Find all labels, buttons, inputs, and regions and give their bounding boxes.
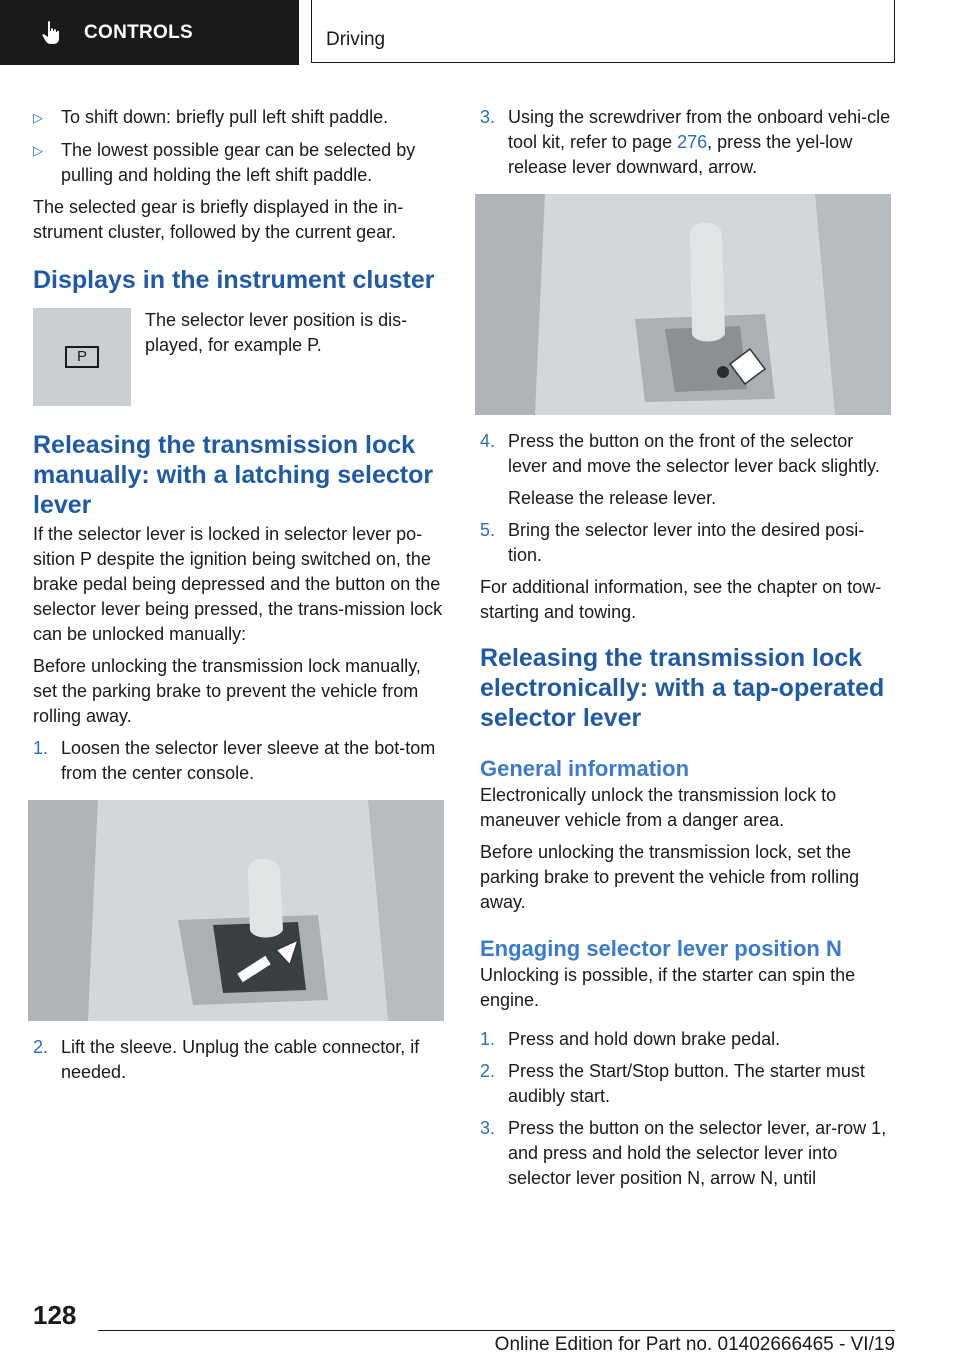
heading-releasing-manually: Releasing the transmission lock manually: with a latching selector lever [33,431,434,519]
edition-footer: Online Edition for Part no. 01402666465 - VI/19 [494,1334,895,1355]
left-column [33,105,445,1092]
paragraph: If the selector lever is locked in selector lever po‐sition P despite the ignition being switched on, the brake pedal being depressed and the button on the selector lever being pressed, the trans‐mission lock can be unlocked manually: [33,524,443,644]
page-reference-link[interactable]: 276 [677,132,708,152]
paragraph: The selected gear is briefly displayed in the in‐strument cluster, followed by the current gear. [33,197,404,242]
paragraph: Electronically unlock the transmission lock to maneuver vehicle from a danger area. [480,785,837,830]
step-item: 1. Loosen the selector lever sleeve at the bot‐tom from the center console. [33,738,436,783]
release-lever-photo [475,194,891,415]
step-item: 3. Using the screwdriver from the onboard vehi‐cle tool kit, refer to page 276, press the yel‐low release lever downward, arrow. [480,107,891,177]
chapter-title: Driving [326,29,386,50]
displays-text: The selector lever position is dis‐played, for example P. [145,310,408,355]
page-number: 128 [33,1300,77,1330]
step-item: 5. Bring the selector lever into the desired posi‐tion. [480,520,865,565]
chapter-header [311,0,895,63]
heading-releasing-electronically: Releasing the transmission lock electronically: with a tap-operated selector lever [480,644,885,732]
triangle-bullet-icon: ▷ [33,143,43,158]
displays-block [33,308,445,410]
right-column [480,105,892,1198]
paragraph: For additional information, see the chapter on tow-starting and towing. [480,577,882,622]
step-item: 1. Press and hold down brake pedal. [480,1029,781,1049]
section-title: CONTROLS [84,21,194,43]
paragraph: Before unlocking the transmission lock, set the parking brake to prevent the vehicle from rolling away. [480,842,860,912]
heading-general-information: General information [480,756,690,781]
display-p-indicator-image [33,308,131,406]
hand-pointer-icon [40,20,64,46]
triangle-bullet-icon: ▷ [33,110,43,125]
header-section-tab [0,0,299,65]
bullet-item: ▷ To shift down: briefly pull left shift paddle. [33,105,445,131]
paragraph: Unlocking is possible, if the starter can spin the engine. [480,965,856,1010]
p-indicator-icon: P [65,346,99,368]
step-item: 2. Press the Start/Stop button. The starter must audibly start. [480,1061,865,1106]
step-item: 4. Press the button on the front of the selector lever and move the selector lever back slightly. Release the release lever. [480,431,880,508]
heading-engaging-n: Engaging selector lever position N [480,936,842,961]
bullet-item: ▷ The lowest possible gear can be selected by pulling and holding the left shift paddle. [33,138,445,188]
step-item: 3. Press the button on the selector lever, ar‐row 1, and press and hold the selector lever into selector lever position N, arrow N, until [480,1118,887,1188]
step-item: 2. Lift the sleeve. Unplug the cable connector, if needed. [33,1037,420,1082]
heading-displays: Displays in the instrument cluster [33,266,435,294]
paragraph: Before unlocking the transmission lock manually, set the parking brake to prevent the vehicle from rolling away. [33,656,421,726]
footer-divider [98,1330,895,1331]
selector-lever-sleeve-photo [28,800,444,1021]
